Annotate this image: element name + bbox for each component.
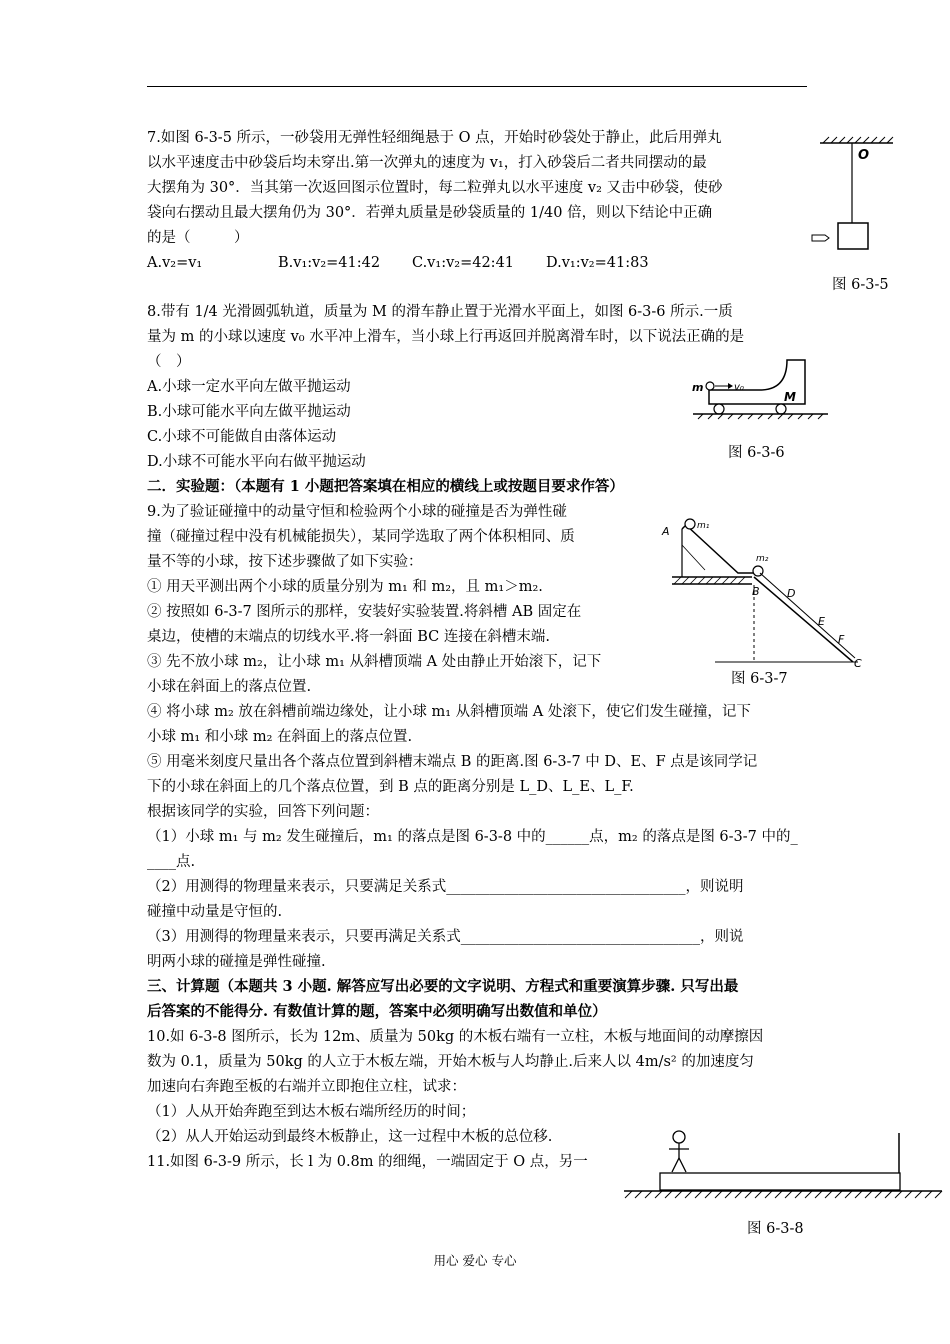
q9-line: 撞（碰撞过程中没有机械能损失），某同学选取了两个体积相同、质: [147, 529, 575, 545]
q7-line: 7.如图 6-3-5 所示，一砂袋用无弹性轻细绳悬于 O 点，开始时砂袋处于静止，此后用弹丸: [147, 130, 722, 146]
q9-line: 明两小球的碰撞是弹性碰撞.: [147, 954, 326, 970]
q7-option-a: A.v₂=v₁: [147, 255, 203, 271]
q9-line: 9.为了验证碰撞中的动量守恒和检验两个小球的碰撞是否为弹性碰: [147, 504, 567, 520]
svg-text:A: A: [662, 525, 670, 538]
q9-line: ② 按照如 6-3-7 图所示的那样，安装好实验装置.将斜槽 AB 固定在: [147, 604, 582, 620]
q7-line: 的是（ ）: [147, 230, 249, 246]
q9-line: 小球 m₁ 和小球 m₂ 在斜面上的落点位置.: [147, 729, 413, 745]
q9-question-1: （1）小球 m₁ 与 m₂ 发生碰撞后，m₁ 的落点是图 6-3-8 中的______点，m₂ 的落点是图 6-3-7 中的_: [147, 829, 798, 845]
q7-option-d: D.v₁:v₂=41:83: [546, 255, 649, 271]
figure-6-3-7-incline: [660, 515, 865, 670]
q10-line: 数为 0.1，质量为 50kg 的人立于木板左端，开始木板与人均静止.后来人以 4m/s² 的加速度匀: [147, 1054, 754, 1070]
figure-caption-6-3-5: 图 6-3-5: [832, 277, 889, 293]
figure-caption-6-3-8: 图 6-3-8: [747, 1221, 804, 1237]
figure-6-3-6-cart: [688, 352, 836, 432]
q8-line: 8.带有 1/4 光滑圆弧轨道，质量为 M 的滑车静止置于光滑水平面上，如图 6-3-6 所示.一质: [147, 304, 733, 320]
q8-option-a: A.小球一定水平向左做平抛运动: [147, 379, 351, 395]
svg-text:m: m: [692, 381, 704, 394]
q9-line: ① 用天平测出两个小球的质量分别为 m₁ 和 m₂，且 m₁＞m₂.: [147, 579, 543, 595]
q7-line: 以水平速度击中砂袋后均未穿出.第一次弹丸的速度为 v₁，打入砂袋后二者共同摆动的最: [147, 155, 707, 171]
q10-line: （1）人从开始奔跑至到达木板右端所经历的时间；: [147, 1104, 476, 1120]
q9-line: ____点.: [147, 854, 196, 870]
section-2-heading: 二．实验题：（本题有 1 小题把答案填在相应的横线上或按题目要求作答）: [147, 478, 624, 495]
q8-option-c: C.小球不可能做自由落体运动: [147, 429, 337, 445]
header-rule: [147, 86, 807, 87]
q9-line: 小球在斜面上的落点位置.: [147, 679, 312, 695]
q8-line: （ ）: [147, 354, 191, 370]
svg-text:m₁: m₁: [697, 521, 710, 531]
svg-text:E: E: [818, 615, 825, 628]
q9-line: 下的小球在斜面上的几个落点位置，到 B 点的距离分别是 L_D、L_E、L_F.: [147, 779, 634, 795]
q9-line: 量不等的小球，按下述步骤做了如下实验：: [147, 554, 423, 570]
svg-text:O: O: [858, 148, 870, 163]
q9-line: ⑤ 用毫米刻度尺量出各个落点位置到斜槽末端点 B 的距离.图 6-3-7 中 D、E、F 点是该同学记: [147, 754, 758, 770]
svg-text:C: C: [854, 657, 862, 670]
q9-question-3: （3）用测得的物理量来表示，只要再满足关系式_________________________________，则说: [147, 929, 744, 945]
page-footer: 用心 爱心 专心: [433, 1253, 517, 1268]
figure-caption-6-3-6: 图 6-3-6: [728, 445, 785, 461]
q7-line: 袋向右摆动且最大摆角仍为 30°．若弹丸质量是砂袋质量的 1/40 倍，则以下结论中正确: [147, 205, 713, 221]
q7-option-b: B.v₁:v₂=41:42: [278, 255, 381, 271]
q9-line: 桌边，使槽的末端点的切线水平.将一斜面 BC 连接在斜槽末端.: [147, 629, 550, 645]
q9-question-2: （2）用测得的物理量来表示，只要满足关系式_________________________________，则说明: [147, 879, 744, 895]
section-3-line: 三、计算题（本题共 3 小题. 解答应写出必要的文字说明、方程式和重要演算步骤. 只写出最: [147, 978, 739, 995]
svg-text:M: M: [784, 390, 796, 404]
q10-line: 加速向右奔跑至板的右端并立即抱住立柱，试求：: [147, 1079, 466, 1095]
svg-text:m₂: m₂: [756, 554, 769, 564]
svg-text:v₀: v₀: [734, 382, 744, 393]
q8-option-d: D.小球不可能水平向右做平抛运动: [147, 454, 366, 470]
svg-text:D: D: [787, 587, 796, 600]
question-11-line: 11.如图 6-3-9 所示，长 l 为 0.8m 的细绳，一端固定于 O 点，另一: [147, 1154, 588, 1170]
q10-line: （2）从人开始运动到最终木板静止，这一过程中木板的总位移.: [147, 1129, 553, 1145]
figure-6-3-8-plank: [620, 1125, 945, 1210]
q9-line: 碰撞中动量是守恒的.: [147, 904, 283, 920]
svg-text:B: B: [752, 585, 760, 598]
svg-text:F: F: [838, 633, 845, 646]
figure-6-3-5-sandbag: [805, 135, 905, 260]
q10-line: 10.如 6-3-8 图所示，长为 12m、质量为 50kg 的木板右端有一立柱，木板与地面间的动摩擦因: [147, 1029, 764, 1045]
q9-line: ④ 将小球 m₂ 放在斜槽前端边缘处，让小球 m₁ 从斜槽顶端 A 处滚下，使它们发生碰撞，记下: [147, 704, 751, 720]
q9-line: 根据该同学的实验，回答下列问题：: [147, 804, 379, 820]
figure-caption-6-3-7: 图 6-3-7: [731, 671, 788, 687]
q7-option-c: C.v₁:v₂=42:41: [412, 255, 515, 271]
q8-line: 量为 m 的小球以速度 v₀ 水平冲上滑车，当小球上行再返回并脱离滑车时，以下说法正确的是: [147, 329, 745, 345]
q9-line: ③ 先不放小球 m₂，让小球 m₁ 从斜槽顶端 A 处由静止开始滚下，记下: [147, 654, 602, 670]
q7-line: 大摆角为 30°．当其第一次返回图示位置时，每二粒弹丸以水平速度 v₂ 又击中砂袋，使砂: [147, 180, 723, 196]
q8-option-b: B.小球可能水平向左做平抛运动: [147, 404, 351, 420]
section-3-line: 后答案的不能得分. 有数值计算的题，答案中必须明确写出数值和单位）: [147, 1003, 607, 1020]
